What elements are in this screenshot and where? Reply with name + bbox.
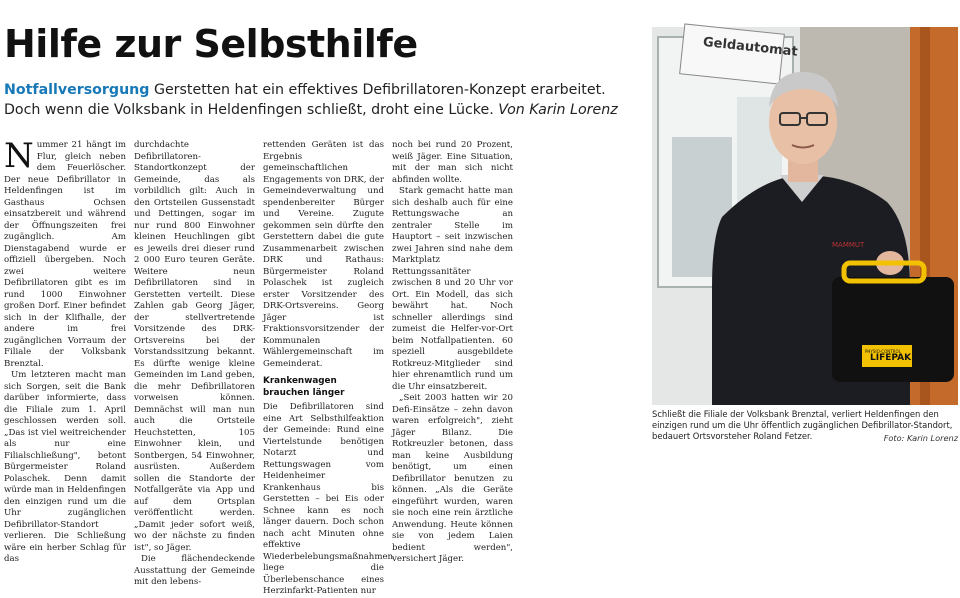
paragraph: „Seit 2003 hatten wir 20 Defi-Einsätze – zehn davon waren erfolgreich", zieht Jäger Bilanz. Die Rotkreuzler betonen, dass man keine Ausbildung benötigt, um einen Defibrillator benutzen zu können. „Als die Geräte eingeführt wurden, waren sie noch eine rein ärztliche Anwendung. Heute können sie von jedem Laien bedient werden", versichert Jäger. — [392, 393, 513, 564]
article-column-1 — [4, 136, 126, 564]
paragraph: durchdachte Defibrillatoren-Standortkonzept der Gemeinde, das als vorbildlich gilt: Auch in den Ortsteilen Gussenstadt und Dettingen, sogar im nur rund 800 Einwohner kleinen Heuchlingen gibt es jeweils drei dieser rund 2 000 Euro teuren Geräte. Weitere neun Defibrillatoren sind in Gerstetten verteilt. Diese Zahlen gab Georg Jäger, der stellvertretende Vorsitzende des DRK-Ortsvereins bei der Vorstandssitzung bekannt. Es dürfte wenige kleine Gemeinden im Land geben, die mehr Defibrillatoren vorweisen können. Demnächst will man nun auch die Ortsteile Heuchstetten, 105 Einwohner klein, und Sontbergen, 54 Einwohner, ausrüsten. Außerdem sollen die Standorte der Notfallgeräte via App und auf dem Ortsplan veröffentlicht werden. „Damit jeder sofort weiß, wo der nächste zu finden ist", so Jäger. — [134, 140, 255, 553]
kicker: Notfallversorgung — [4, 82, 150, 98]
photo-credit: Foto: Karin Lorenz — [883, 433, 958, 443]
byline: Von Karin Lorenz — [498, 102, 618, 118]
article-column-2 — [134, 140, 255, 587]
paragraph: Die Defibrillatoren sind eine Art Selbsthilfeaktion der Gemeinde: Rund eine Viertelstunde benötigen Notarzt und Rettungswagen vom Heidenheimer Krankenhaus bis Gerstetten – bei Eis oder Schnee kann es noch länger dauern. Doch schon nach acht Minuten ohne effektive Wiederbelebungsmaßnahmen liege die Überlebenschance eines Herzinfarkt-Patienten nur — [263, 402, 394, 596]
jacket-logo: MAMMUT — [832, 241, 865, 249]
paragraph: noch bei rund 20 Prozent, weiß Jäger. Eine Situation, mit der man sich nicht abfinden wollte. — [392, 140, 513, 185]
paragraph: Die flächendeckende Ausstattung der Gemeinde mit den lebens- — [134, 554, 255, 587]
defibrillator-label: LIFEPAK — [870, 353, 912, 363]
lead-text: Gerstetten hat ein effektives Defibrillatoren-Konzept erarbeitet. Doch wenn die Volksbank in Heldenfingen schließt, droht eine Lücke. — [4, 82, 606, 118]
subheading: Krankenwagen brauchen länger — [263, 376, 345, 398]
article-photo — [652, 27, 958, 405]
paragraph: Stark gemacht hatte man sich deshalb auch für eine Rettungswache an zentraler Stelle im Hauptort – seit inzwischen zwei Jahren sind nahe dem Marktplatz Rettungssanitäter zwischen 8 und 20 Uhr vor Ort. Ein Modell, das sich bewährt hat. Noch schneller allerdings sind zumeist die Helfer-vor-Ort beim Notfallpatienten. 60 speziell ausgebildete Rotkreuz-Mitglieder sind hier ehrenamtlich rund um die Uhr einsatzbereit. — [392, 186, 513, 392]
article-column-4 — [392, 140, 513, 564]
paragraph-text: ummer 21 hängt im Flur, gleich neben dem Feuerlöscher. Der neue Defibrillator in Heldenfingen ist im Gasthaus Ochsen einsatzbereit und während der Öffnungszeiten frei zugänglich. Am Dienstagabend wurde er offiziell übergeben. Noch zwei weitere Defibrillatoren gibt es im rund 1000 Einwohner großen Dorf. Einer befindet sich in der Klifhalle, der andere im frei zugänglichen Vorraum der Filiale der Volksbank Brenztal. — [4, 140, 126, 369]
paragraph: Um letzteren macht man sich Sorgen, seit die Bank darüber informierte, dass die Filiale zum 1. April geschlossen werden soll. „Das ist viel weitreichender als nur eine Filialschließung", betont Bürgermeister Roland Polaschek. Denn damit würde man in Heldenfingen den einzigen rund um die Uhr zugänglichen Defibrillator-Standort verlieren. Die Schließung wäre ein herber Schlag für das — [4, 370, 126, 564]
drop-cap: N — [4, 136, 34, 176]
paragraph: rettenden Geräten ist das Ergebnis gemeinschaftlichen Engagements von DRK, der Gemeindeverwaltung und spendenbereiter Bürger und Vereine. Zugute gekommen sein dürfte den Gerstettern dabei die gute Zusammenarbeit zwischen DRK und Rathaus: Bürgermeister Roland Polaschek ist zugleich erster Vorsitzender des DRK-Ortsvereins. Georg Jäger ist Fraktionsvorsitzender der Kommunalen Wählergemeinschaft im Gemeinderat. — [263, 140, 384, 369]
article-column-3 — [263, 140, 394, 596]
paragraph — [4, 136, 126, 370]
sign-text: Geldautomat — [702, 34, 799, 60]
headline: Hilfe zur Selbsthilfe — [4, 22, 418, 66]
lead-paragraph — [4, 80, 644, 120]
photo-illustration — [652, 27, 958, 405]
photo-caption: Schließt die Filiale der Volksbank Brenztal, verliert Heldenfingen den einzigen rund um die Uhr öffentlich zugänglichen Defibrillator-Standort, bedauert Ortsvorsteher Roland Fetzer. — [652, 409, 953, 441]
defibrillator-maker: PHYSIO-CONTROL — [865, 349, 901, 354]
